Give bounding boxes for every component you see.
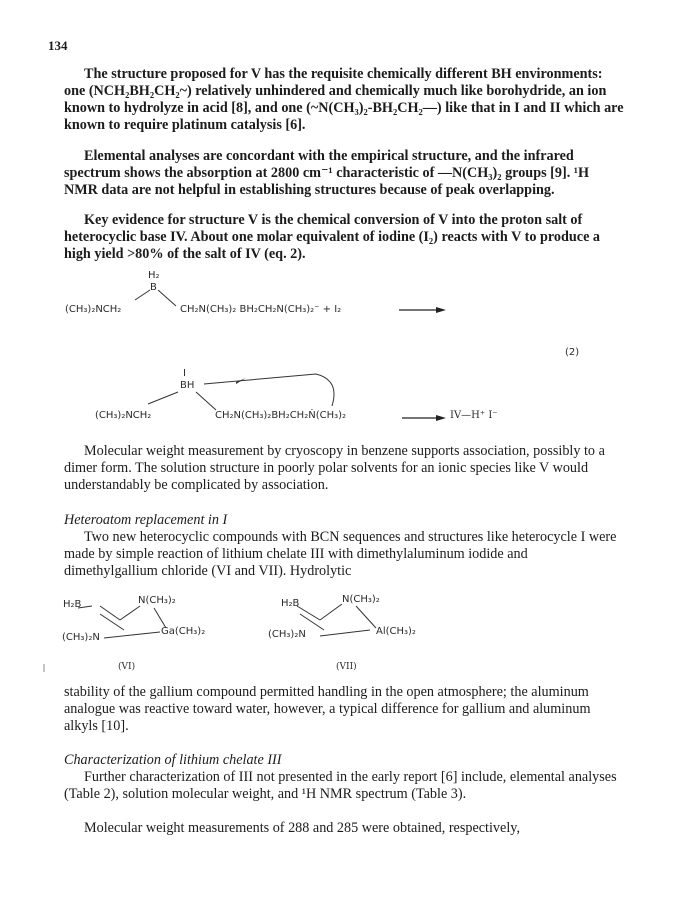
eq-number: (2) (565, 347, 580, 358)
eq-product-iodine: I (183, 368, 186, 379)
heading-heteroatom-replacement: Heteroatom replacement in I (64, 512, 228, 528)
eq-product-result: IV—H⁺ I⁻ (450, 410, 498, 421)
heading-lithium-chelate: Characterization of lithium chelate III (64, 752, 282, 768)
paragraph-key-evidence: Key evidence for structure V is the chemical conversion of V into the proton salt of heterocyclic base IV. About one molar equivalent of iodine (I₂) reacts with V to produce a high yield >80% of the salt of IV (eq. 2). (64, 212, 601, 262)
paragraph-elemental-analyses: Elemental analyses are concordant with the empirical structure, and the infrared spectrum shows the absorption at 2800 cm⁻¹ characteristic of —N(CH₃)₂ groups [9]. ¹H NMR data are not helpful in establishing structures because of peak overlapping. (64, 148, 590, 198)
paragraph-molecular-weight: Molecular weight measurement by cryoscopy in benzene supports association, possibly to a dimer form. The solution structure in poorly polar solvents for an ionic species like V would understandably be complicated by association. (64, 443, 605, 493)
eq-boron-label: B (150, 282, 157, 293)
vi-h2b: H₂B (63, 599, 82, 610)
eq-product-bh: BH (180, 380, 195, 391)
vii-n-top: N(CH₃)₂ (342, 594, 380, 605)
paragraph-bh-environments: The structure proposed for V has the requisite chemically different BH environments: one (NCH₂BH₂CH₂~) relatively unhindered and chemically much like borohydride, an ion known to hydrolyze in acid [8], and one (~N(CH₃)₂-BH₂CH₂—) like that in I and II which are known to require platinum catalysis [6]. (64, 66, 624, 133)
eq-product-right: CH₂N(CH₃)₂BH₂CH₂Ṅ(CH₃)₂ (215, 410, 347, 421)
paragraph-further-characterization: Further characterization of III not presented in the early report [6] include, elemental analyses (Table 2), solution molecular weight, and ¹H NMR spectrum (Table 3). (64, 769, 617, 802)
eq-reactant-right: CH₂N(CH₃)₂ BH₂CH₂N(CH₃)₂⁻ + I₂ (180, 304, 342, 315)
vi-metal: Ga(CH₃)₂ (161, 626, 206, 637)
eq-product-left: (CH₃)₂NCH₂ (95, 410, 152, 421)
eq-reactant-left: (CH₃)₂NCH₂ (65, 304, 122, 315)
page-number: 134 (48, 38, 68, 53)
vii-h2b: H₂B (281, 598, 300, 609)
vii-label: (VII) (336, 662, 357, 672)
eq-h2-label: H₂ (148, 270, 160, 281)
vii-metal: Al(CH₃)₂ (376, 626, 416, 637)
paragraph-heterocyclic-compounds: Two new heterocyclic compounds with BCN sequences and structures like heterocycle I were made by simple reaction of lithium chelate III with dimethylaluminum iodide and dimethylgallium chloride (VI and VII). Hydrolytic (64, 529, 617, 579)
vii-n-bottom: (CH₃)₂N (268, 629, 306, 640)
paragraph-gallium-stability: stability of the gallium compound permitted handling in the open atmosphere; the aluminum analogue was reactive toward water, however, a typical difference for gallium and aluminum alkyls [10]. (64, 684, 591, 734)
paragraph-mw-measurements: Molecular weight measurements of 288 and 285 were obtained, respectively, (84, 820, 520, 836)
vi-n-top: N(CH₃)₂ (138, 595, 176, 606)
vi-n-bottom: (CH₃)₂N (62, 632, 100, 643)
vi-label: (VI) (118, 662, 136, 672)
